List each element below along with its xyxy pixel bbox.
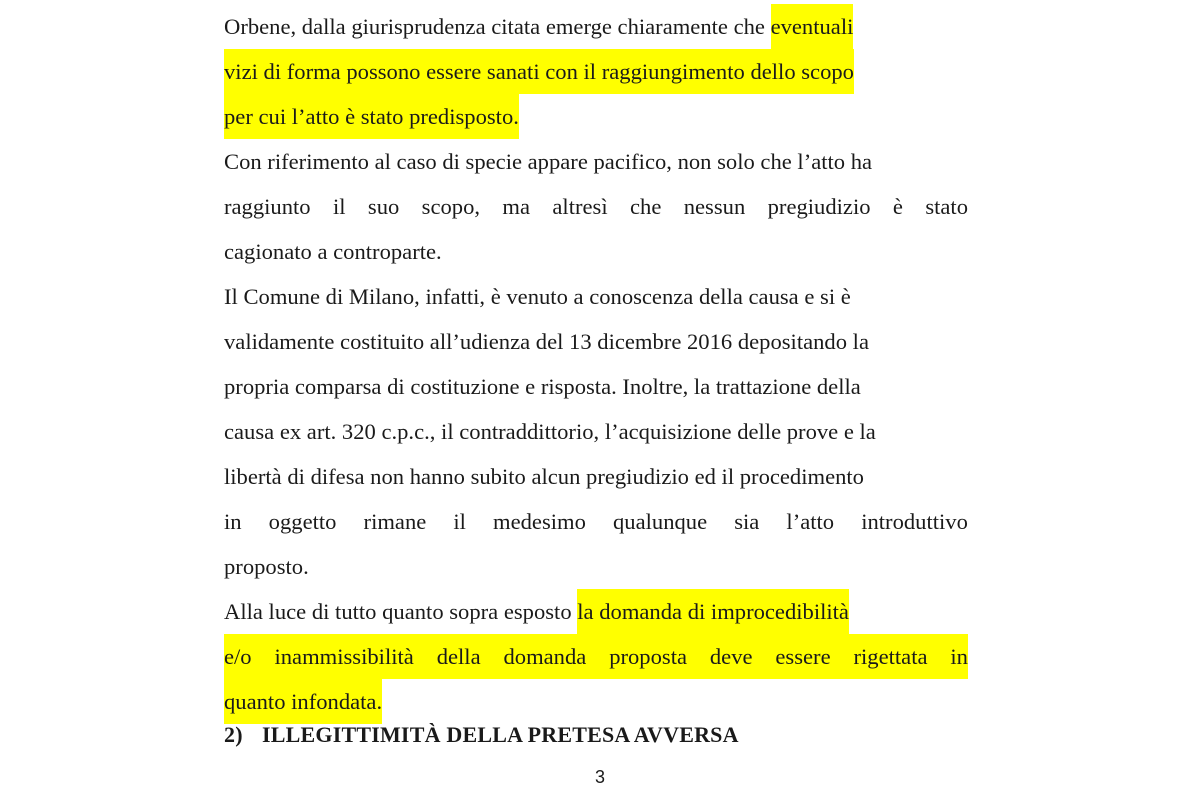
text-line <box>224 409 968 454</box>
text-line <box>224 139 968 184</box>
text-segment: cagionato a controparte. <box>224 239 442 264</box>
highlighted-segment: per cui l’atto è stato predisposto. <box>224 94 519 139</box>
text-line <box>224 184 968 229</box>
paragraph <box>224 589 968 724</box>
section-number: 2) <box>224 722 243 747</box>
document-page <box>224 4 968 724</box>
highlighted-word: in <box>950 634 968 679</box>
text-word: rimane <box>363 509 427 534</box>
section-heading <box>224 715 739 755</box>
text-line <box>224 454 968 499</box>
text-line <box>224 364 968 409</box>
text-segment: Il Comune di Milano, infatti, è venuto a conoscenza della causa e si è <box>224 284 851 309</box>
paragraph <box>224 274 968 589</box>
paragraph <box>224 4 968 139</box>
text-word: ma <box>502 194 531 219</box>
text-word: medesimo <box>493 509 586 534</box>
text-word: raggiunto <box>224 194 311 219</box>
page-number: 3 <box>594 767 605 787</box>
text-line <box>224 274 968 319</box>
highlighted-word: inammissibilità <box>274 634 413 679</box>
highlighted-word: e/o <box>224 634 252 679</box>
text-word: altresì <box>552 194 608 219</box>
text-line <box>224 499 968 544</box>
highlighted-segment: eventuali <box>771 4 854 49</box>
highlighted-segment: quanto infondata. <box>224 679 382 724</box>
text-segment: Orbene, dalla giurisprudenza citata emerge chiaramente che <box>224 14 771 39</box>
highlighted-word: deve <box>710 634 753 679</box>
text-line <box>224 544 968 589</box>
text-segment: proposto. <box>224 554 309 579</box>
text-word: pregiudizio <box>767 194 871 219</box>
highlighted-word: domanda <box>503 634 586 679</box>
highlighted-segment: la domanda di improcedibilità <box>577 589 849 634</box>
text-line <box>224 229 968 274</box>
highlighted-segment: vizi di forma possono essere sanati con il raggiungimento dello scopo <box>224 49 854 94</box>
text-line <box>224 589 968 634</box>
paragraph <box>224 139 968 274</box>
highlighted-word: essere <box>775 634 830 679</box>
text-line <box>224 319 968 364</box>
highlighted-word: rigettata <box>853 634 927 679</box>
text-word: il <box>453 509 466 534</box>
text-word: scopo, <box>421 194 481 219</box>
text-segment: libertà di difesa non hanno subito alcun pregiudizio ed il procedimento <box>224 464 864 489</box>
text-word: l’atto <box>786 509 835 534</box>
text-line <box>224 4 968 49</box>
highlighted-word: proposta <box>609 634 687 679</box>
text-word: nessun <box>683 194 746 219</box>
text-word: sia <box>734 509 760 534</box>
text-line <box>224 634 968 679</box>
text-segment: validamente costituito all’udienza del 13 dicembre 2016 depositando la <box>224 329 869 354</box>
text-segment: causa ex art. 320 c.p.c., il contraddittorio, l’acquisizione delle prove e la <box>224 419 876 444</box>
highlighted-word: della <box>437 634 481 679</box>
text-word: il <box>332 194 346 219</box>
text-word: suo <box>367 194 400 219</box>
text-word: stato <box>925 194 968 219</box>
section-title: ILLEGITTIMITÀ DELLA PRETESA AVVERSA <box>262 722 739 747</box>
text-word: introduttivo <box>861 509 968 534</box>
text-segment: Con riferimento al caso di specie appare pacifico, non solo che l’atto ha <box>224 149 873 174</box>
text-segment: Alla luce di tutto quanto sopra esposto <box>224 599 578 624</box>
text-word: in <box>224 509 242 534</box>
text-word: è <box>892 194 903 219</box>
text-word: che <box>630 194 662 219</box>
text-word: qualunque <box>613 509 708 534</box>
text-segment: propria comparsa di costituzione e risposta. Inoltre, la trattazione della <box>224 374 861 399</box>
text-line <box>224 94 968 139</box>
text-word: oggetto <box>268 509 337 534</box>
text-line <box>224 49 968 94</box>
